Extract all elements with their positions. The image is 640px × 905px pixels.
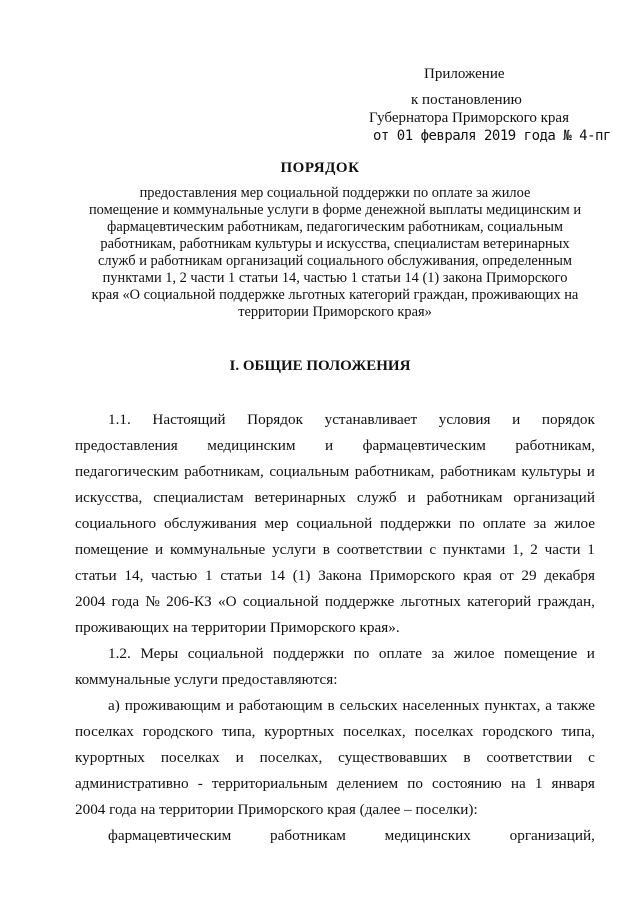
document-subtitle bbox=[70, 185, 600, 321]
subtitle-line: края «О социальной поддержке льготных категорий граждан, проживающих на bbox=[91, 287, 579, 303]
subtitle-line: помещение и коммунальные услуги в форме денежной выплаты медицинским и bbox=[88, 202, 582, 218]
paragraph-1-1-line: проживающих на территории Приморского края». bbox=[75, 619, 400, 636]
appendix-label: Приложение bbox=[424, 66, 505, 82]
paragraph-1-2-line: 1.2. Меры социальной поддержки по оплате за жилое помещение и bbox=[108, 645, 595, 662]
paragraph-1-1-line: социального обслуживания мер социальной поддержки по оплате за жилое bbox=[75, 515, 595, 532]
paragraph-a-line: поселках городского типа, курортных поселках, поселках городского типа, bbox=[75, 723, 595, 740]
paragraph-1-1-line: 2004 года № 206-КЗ «О социальной поддержке льготных категорий граждан, bbox=[75, 593, 595, 610]
subtitle-line: территории Приморского края» bbox=[238, 304, 432, 320]
document-title: ПОРЯДОК bbox=[280, 160, 360, 176]
appendix-governor: Губернатора Приморского края bbox=[369, 110, 569, 126]
paragraph-1-1-line: 1.1. Настоящий Порядок устанавливает условия и порядок bbox=[108, 411, 595, 428]
subtitle-line: предоставления мер социальной поддержки по оплате за жилое bbox=[139, 185, 531, 201]
paragraph-1-1-line: искусства, специалистам ветеринарных служб и работникам организаций bbox=[75, 489, 595, 506]
paragraph-last-line: фармацевтическим работникам медицинских организаций, bbox=[108, 827, 595, 844]
subtitle-line: служб и работникам организаций социального обслуживания, определенным bbox=[97, 253, 573, 269]
subtitle-line: работникам, работникам культуры и искусства, специалистам ветеринарных bbox=[100, 236, 570, 252]
subtitle-line: фармацевтическим работникам, педагогическим работникам, социальным bbox=[107, 219, 563, 235]
paragraph-1-1-line: предоставления медицинским и фармацевтическим работникам, bbox=[75, 437, 595, 454]
appendix-date-number: от 01 февраля 2019 года № 4-пг bbox=[373, 128, 611, 144]
paragraph-a-line: курортных поселках и поселках, существовавших в соответствии с bbox=[75, 749, 595, 766]
paragraph-1-2-line: коммунальные услуги предоставляются: bbox=[75, 671, 338, 688]
paragraph-a-line: административно - территориальным делением по состоянию на 1 января bbox=[75, 775, 595, 792]
paragraph-1-1-line: статьи 14, частью 1 статьи 14 (1) Закона Приморского края от 29 декабря bbox=[75, 567, 595, 584]
section-title: I. ОБЩИЕ ПОЛОЖЕНИЯ bbox=[229, 358, 411, 374]
subtitle-line: пунктами 1, 2 части 1 статьи 14, частью 1 статьи 14 (1) закона Приморского bbox=[102, 270, 568, 286]
appendix-resolution: к постановлению bbox=[411, 92, 522, 108]
paragraph-a-line: а) проживающим и работающим в сельских населенных пунктах, а также bbox=[108, 697, 595, 714]
paragraph-1-1-line: педагогическим работникам, социальным работникам, работникам культуры и bbox=[75, 463, 595, 480]
paragraph-a-line: 2004 года на территории Приморского края (далее – поселки): bbox=[75, 801, 478, 818]
paragraph-1-1-line: помещение и коммунальные услуги в соответствии с пунктами 1, 2 части 1 bbox=[75, 541, 595, 558]
